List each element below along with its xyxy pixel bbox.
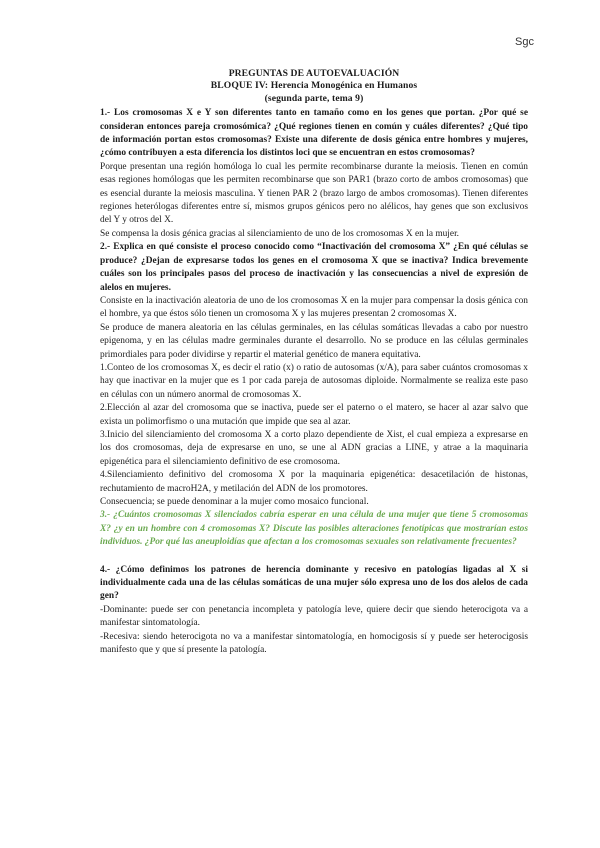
spacer	[100, 550, 528, 564]
header-initials: Sgc	[515, 36, 534, 48]
answer-2-paragraph: Consiste en la inactivación aleatoria de uno de los cromosomas X en la mujer para compensar la dosis génica con el hombre, ya que éstos sólo tienen un cromosoma X y las mujeres presentan 2 cromosomas X.	[100, 295, 528, 320]
answer-1-paragraph: Se compensa la dosis génica gracias al silenciamiento de uno de los cromosomas X en la mujer.	[100, 228, 460, 239]
answer-4-paragraph: -Dominante: puede ser con penetancia incompleta y patología leve, quiere decir que siendo heterocigota va a manifestar sintomatología.	[100, 604, 528, 629]
answer-2-step: 2.Elección al azar del cromosoma que se inactiva, puede ser el paterno o el matero, se hacer al azar salvo que exista un polimorfismo o una mutación que impide que sea al azar.	[100, 403, 528, 427]
page-title: PREGUNTAS DE AUTOEVALUACIÓN	[228, 68, 400, 79]
answer-2-paragraph: Consecuencia; se puede denominar a la mujer como mosaico funcional.	[100, 497, 369, 507]
answer-2-paragraph: Se produce de manera aleatoria en las células germinales, en las células somáticas llevadas a cabo por nuestro epigenoma, y en las células madre germinales durante el desarrollo. No se produce en las células germinales primordiales para poder dividirse y repartir el material genético de manera equitativa.	[100, 322, 528, 360]
question-4: 4.- ¿Cómo definimos los patrones de herencia dominante y recesivo en patologías ligadas al X si individualmente cada una de las células somáticas de una mujer sólo expresa uno de los dos alelos de cada gen?	[100, 564, 528, 602]
answer-2-step: 1.Conteo de los cromosomas X, es decir el ratio (x) o ratio de autosomas (x/A), para saber cuántos cromosomas x hay que inactivar en la mujer que es 1 por cada pareja de autosomas diploide. Normalmente se realiza este paso en células con un número anormal de cromosomas X.	[100, 362, 528, 400]
question-1: 1.- Los cromosomas X e Y son diferentes tanto en tamaño como en los genes que portan. ¿Por qué se consideran entonces pareja cromosómica? ¿Qué regiones tienen en común y cuáles diferentes? ¿Qué tipo de información portan estos cromosomas? Existe una diferente de dosis génica entre hombres y mujeres, ¿cómo contribuyen a esta diferencia los distintos loci que se encuentran en estos cromosomas?	[100, 108, 528, 159]
question-3: 3.- ¿Cuántos cromosomas X silenciados cabría esperar en una célula de una mujer que tiene 5 cromosomas X? ¿y en un hombre con 4 cromosomas X? Discute las posibles alteraciones fenotípicas que mostrarían estos individuos. ¿Por qué las aneuploidías que afectan a los cromosomas sexuales son relativamente frecuentes?	[100, 510, 528, 548]
answer-2-step: 3.Inicio del silenciamiento del cromosoma X a corto plazo dependiente de Xist, el cual empieza a expresarse en los dos cromosomas, deja de expresarse en uno, se une al ADN gracias a LINE, y atrae a la maquinaria epigenética para el silenciamiento definitivo de ese cromosoma.	[100, 429, 528, 467]
answer-1-paragraph: Porque presentan una región homóloga lo cual les permite recombinarse durante la meiosis. Tienen en común esas regiones homólogas que les permiten recombinarse que son PAR1 (brazo corto de ambos cromosomas) que es esencial durante la meiosis masculina. Y tienen PAR 2 (brazo largo de ambos cromosomas). Tienen diferentes regiones heterólogas diferentes entre sí, mismos grupos génicos pero no alélicos, hay genes que son exclusivos del Y y otros del X.	[100, 161, 528, 226]
question-2: 2.- Explica en qué consiste el proceso conocido como “Inactivación del cromosoma X” ¿En qué células se produce? ¿Dejan de expresarse todos los genes en el cromosoma X que se inactiva? Indica brevemente cuáles son los principales pasos del proceso de inactivación y las consecuencias a nivel de expresión de alelos en mujeres.	[100, 242, 528, 293]
answer-2-step: 4.Silenciamiento definitivo del cromosoma X por la maquinaria epigenética: desacetilación de histonas, rechutamiento de macroH2A, y metilación del ADN de los promotores.	[100, 470, 528, 494]
block-title: BLOQUE IV: Herencia Monogénica en Humanos	[210, 80, 418, 92]
document-body	[100, 68, 528, 657]
part-subtitle: (segunda parte, tema 9)	[264, 92, 364, 104]
title-block	[100, 68, 528, 105]
answer-4-paragraph: -Recesiva: siendo heterocigota no va a manifestar sintomatología, en homocigosis sí y puede ser heterocigosis manifesto que y que sí presente la patología.	[100, 631, 528, 656]
